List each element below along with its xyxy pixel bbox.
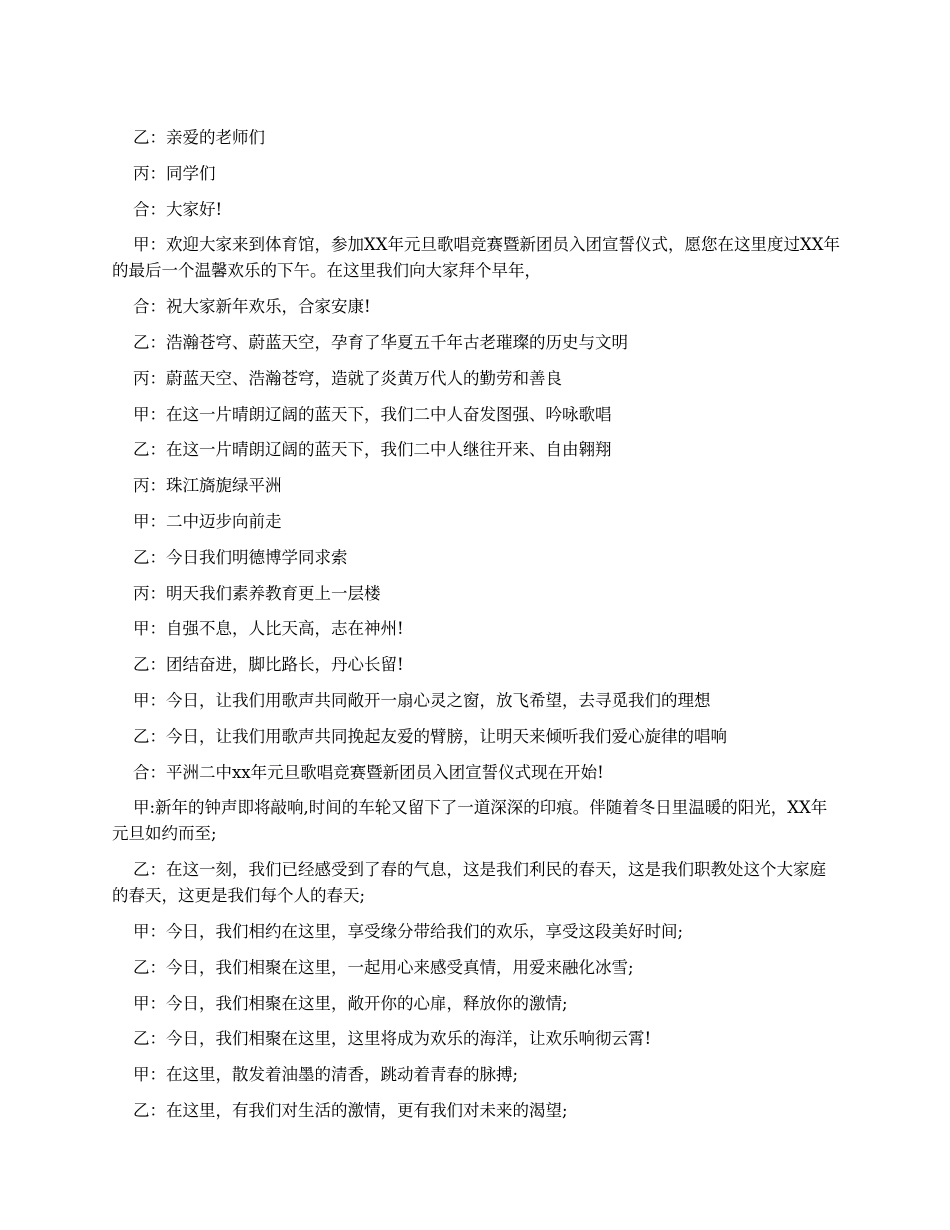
paragraph-9: 乙：在这一片晴朗辽阔的蓝天下，我们二中人继往开来、自由翱翔: [133, 440, 612, 460]
document-body: [112, 125, 840, 1134]
paragraph-8: 甲：在这一片晴朗辽阔的蓝天下，我们二中人奋发图强、吟咏歌唱: [133, 404, 612, 424]
paragraph-18: 合：平洲二中xx年元旦歌唱竞赛暨新团员入团宣誓仪式现在开始!: [133, 762, 604, 782]
paragraph-22: 乙：今日，我们相聚在这里，一起用心来感受真情，用爱来融化冰雪;: [133, 957, 634, 977]
paragraph-17: 乙：今日，让我们用歌声共同挽起友爱的臂膀，让明天来倾听我们爱心旋律的唱响: [133, 726, 727, 746]
paragraph-7: 丙：蔚蓝天空、浩瀚苍穹，造就了炎黄万代人的勤劳和善良: [133, 368, 562, 388]
paragraph-3: 合：大家好!: [133, 199, 223, 219]
paragraph-23: 甲：今日，我们相聚在这里，敞开你的心扉，释放你的激情;: [133, 993, 568, 1013]
paragraph-5: 合：祝大家新年欢乐，合家安康!: [133, 297, 371, 317]
paragraph-10: 丙：珠江旖旎绿平洲: [133, 476, 282, 496]
paragraph-13: 丙：明天我们素养教育更上一层楼: [133, 583, 381, 603]
paragraph-15: 乙：团结奋进，脚比路长，丹心长留!: [133, 655, 404, 675]
paragraph-1: 乙：亲爱的老师们: [133, 128, 265, 147]
paragraph-16: 甲：今日，让我们用歌声共同敞开一扇心灵之窗，放飞希望，去寻觅我们的理想: [133, 690, 711, 710]
paragraph-20: 乙：在这一刻，我们已经感受到了春的气息，这是我们利民的春天，这是我们职教处这个大家庭的春天，这更是我们每个人的春天;: [112, 860, 826, 906]
paragraph-11: 甲：二中迈步向前走: [133, 511, 282, 531]
paragraph-21: 甲：今日，我们相约在这里，享受缘分带给我们的欢乐，享受这段美好时间;: [133, 921, 684, 941]
paragraph-6: 乙：浩瀚苍穹、蔚蓝天空，孕育了华夏五千年古老璀璨的历史与文明: [133, 332, 628, 352]
paragraph-25: 甲：在这里，散发着油墨的清香，跳动着青春的脉搏;: [133, 1065, 519, 1085]
paragraph-14: 甲：自强不息，人比天高，志在神州!: [133, 619, 404, 639]
paragraph-12: 乙：今日我们明德博学同求索: [133, 547, 348, 567]
paragraph-26: 乙：在这里，有我们对生活的激情，更有我们对未来的渴望;: [133, 1100, 568, 1120]
paragraph-2: 丙：同学们: [133, 163, 216, 183]
paragraph-24: 乙：今日，我们相聚在这里，这里将成为欢乐的海洋，让欢乐响彻云霄!: [133, 1029, 652, 1049]
paragraph-4: 甲：欢迎大家来到体育馆，参加XX年元旦歌唱竞赛暨新团员入团宣誓仪式，愿您在这里度过XX年的最后一个温馨欢乐的下午。在这里我们向大家拜个早年，: [112, 235, 840, 281]
paragraph-19: 甲:新年的钟声即将敲响,时间的车轮又留下了一道深深的印痕。伴随着冬日里温暖的阳光，XX年元旦如约而至;: [112, 798, 828, 844]
